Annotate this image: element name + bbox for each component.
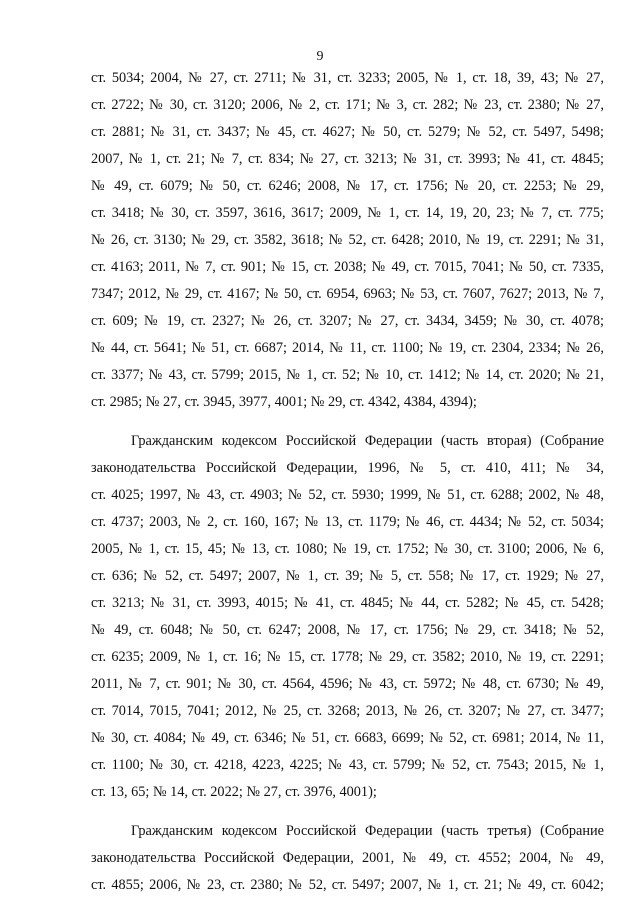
text-line: ст. 3418; № 30, ст. 3597, 3616, 3617; 2009, № 1, ст. 14, 19, 20, 23; № 7, ст. 775; — [91, 205, 604, 221]
text-line: ст. 609; № 19, ст. 2327; № 26, ст. 3207; № 27, ст. 3434, 3459; № 30, ст. 4078; — [91, 313, 604, 329]
text-line: 2007, № 1, ст. 21; № 7, ст. 834; № 27, ст. 3213; № 31, ст. 3993; № 41, ст. 4845; — [91, 151, 604, 167]
text-line: ст. 636; № 52, ст. 5497; 2007, № 1, ст. 39; № 5, ст. 558; № 17, ст. 1929; № 27, — [91, 568, 604, 584]
text-line: ст. 7014, 7015, 7041; 2012, № 25, ст. 3268; 2013, № 26, ст. 3207; № 27, ст. 3477; — [91, 703, 604, 719]
text-line: № 26, ст. 3130; № 29, ст. 3582, 3618; № 52, ст. 6428; 2010, № 19, ст. 2291; № 31, — [91, 232, 604, 248]
text-line: ст. 2722; № 30, ст. 3120; 2006, № 2, ст. 171; № 3, ст. 282; № 23, ст. 2380; № 27, — [91, 97, 604, 113]
paragraph-first-line: Гражданским кодексом Российской Федерации (часть вторая) (Собрание — [131, 433, 604, 449]
text-line: ст. 4025; 1997, № 43, ст. 4903; № 52, ст. 5930; 1999, № 51, ст. 6288; 2002, № 48, — [91, 487, 604, 503]
text-line: законодательства Российской Федерации, 2001, № 49, ст. 4552; 2004, № 49, — [91, 850, 604, 866]
text-line: № 30, ст. 4084; № 49, ст. 6346; № 51, ст. 6683, 6699; № 52, ст. 6981; 2014, № 11, — [91, 730, 604, 746]
text-line: законодательства Российской Федерации, 1996, № 5, ст. 410, 411; № 34, — [91, 460, 604, 476]
text-line: ст. 4855; 2006, № 23, ст. 2380; № 52, ст. 5497; 2007, № 1, ст. 21; № 49, ст. 6042; — [91, 877, 604, 893]
text-line: 2011, № 7, ст. 901; № 30, ст. 4564, 4596; № 43, ст. 5972; № 48, ст. 6730; № 49, — [91, 676, 604, 692]
text-line: ст. 2881; № 31, ст. 3437; № 45, ст. 4627; № 50, ст. 5279; № 52, ст. 5497, 5498; — [91, 124, 604, 140]
text-line: ст. 1100; № 30, ст. 4218, 4223, 4225; № 43, ст. 5799; № 52, ст. 7543; 2015, № 1, — [91, 757, 604, 773]
text-line: ст. 4737; 2003, № 2, ст. 160, 167; № 13, ст. 1179; № 46, ст. 4434; № 52, ст. 5034; — [91, 514, 604, 530]
text-line: ст. 3213; № 31, ст. 3993, 4015; № 41, ст. 4845; № 44, ст. 5282; № 45, ст. 5428; — [91, 595, 604, 611]
text-line: № 49, ст. 6048; № 50, ст. 6247; 2008, № 17, ст. 1756; № 29, ст. 3418; № 52, — [91, 622, 604, 638]
paragraph-first-line: Гражданским кодексом Российской Федерации (часть третья) (Собрание — [131, 823, 604, 839]
text-line: ст. 5034; 2004, № 27, ст. 2711; № 31, ст. 3233; 2005, № 1, ст. 18, 39, 43; № 27, — [91, 70, 604, 86]
page-number: 9 — [316, 49, 324, 64]
text-line: ст. 13, 65; № 14, ст. 2022; № 27, ст. 3976, 4001); — [91, 784, 377, 800]
text-line: № 49, ст. 6079; № 50, ст. 6246; 2008, № 17, ст. 1756; № 20, ст. 2253; № 29, — [91, 178, 604, 194]
text-line: ст. 6235; 2009, № 1, ст. 16; № 15, ст. 1778; № 29, ст. 3582; 2010, № 19, ст. 2291; — [91, 649, 604, 665]
text-line: 7347; 2012, № 29, ст. 4167; № 50, ст. 6954, 6963; № 53, ст. 7607, 7627; 2013, № 7, — [91, 286, 604, 302]
text-line: ст. 4163; 2011, № 7, ст. 901; № 15, ст. 2038; № 49, ст. 7015, 7041; № 50, ст. 7335, — [91, 259, 604, 275]
text-line: 2005, № 1, ст. 15, 45; № 13, ст. 1080; № 19, ст. 1752; № 30, ст. 3100; 2006, № 6, — [91, 541, 604, 557]
text-line: ст. 2985; № 27, ст. 3945, 3977, 4001; № 29, ст. 4342, 4384, 4394); — [91, 394, 477, 410]
text-line: № 44, ст. 5641; № 51, ст. 6687; 2014, № 11, ст. 1100; № 19, ст. 2304, 2334; № 26, — [91, 340, 604, 356]
text-line: ст. 3377; № 43, ст. 5799; 2015, № 1, ст. 52; № 10, ст. 1412; № 14, ст. 2020; № 21, — [91, 367, 604, 383]
